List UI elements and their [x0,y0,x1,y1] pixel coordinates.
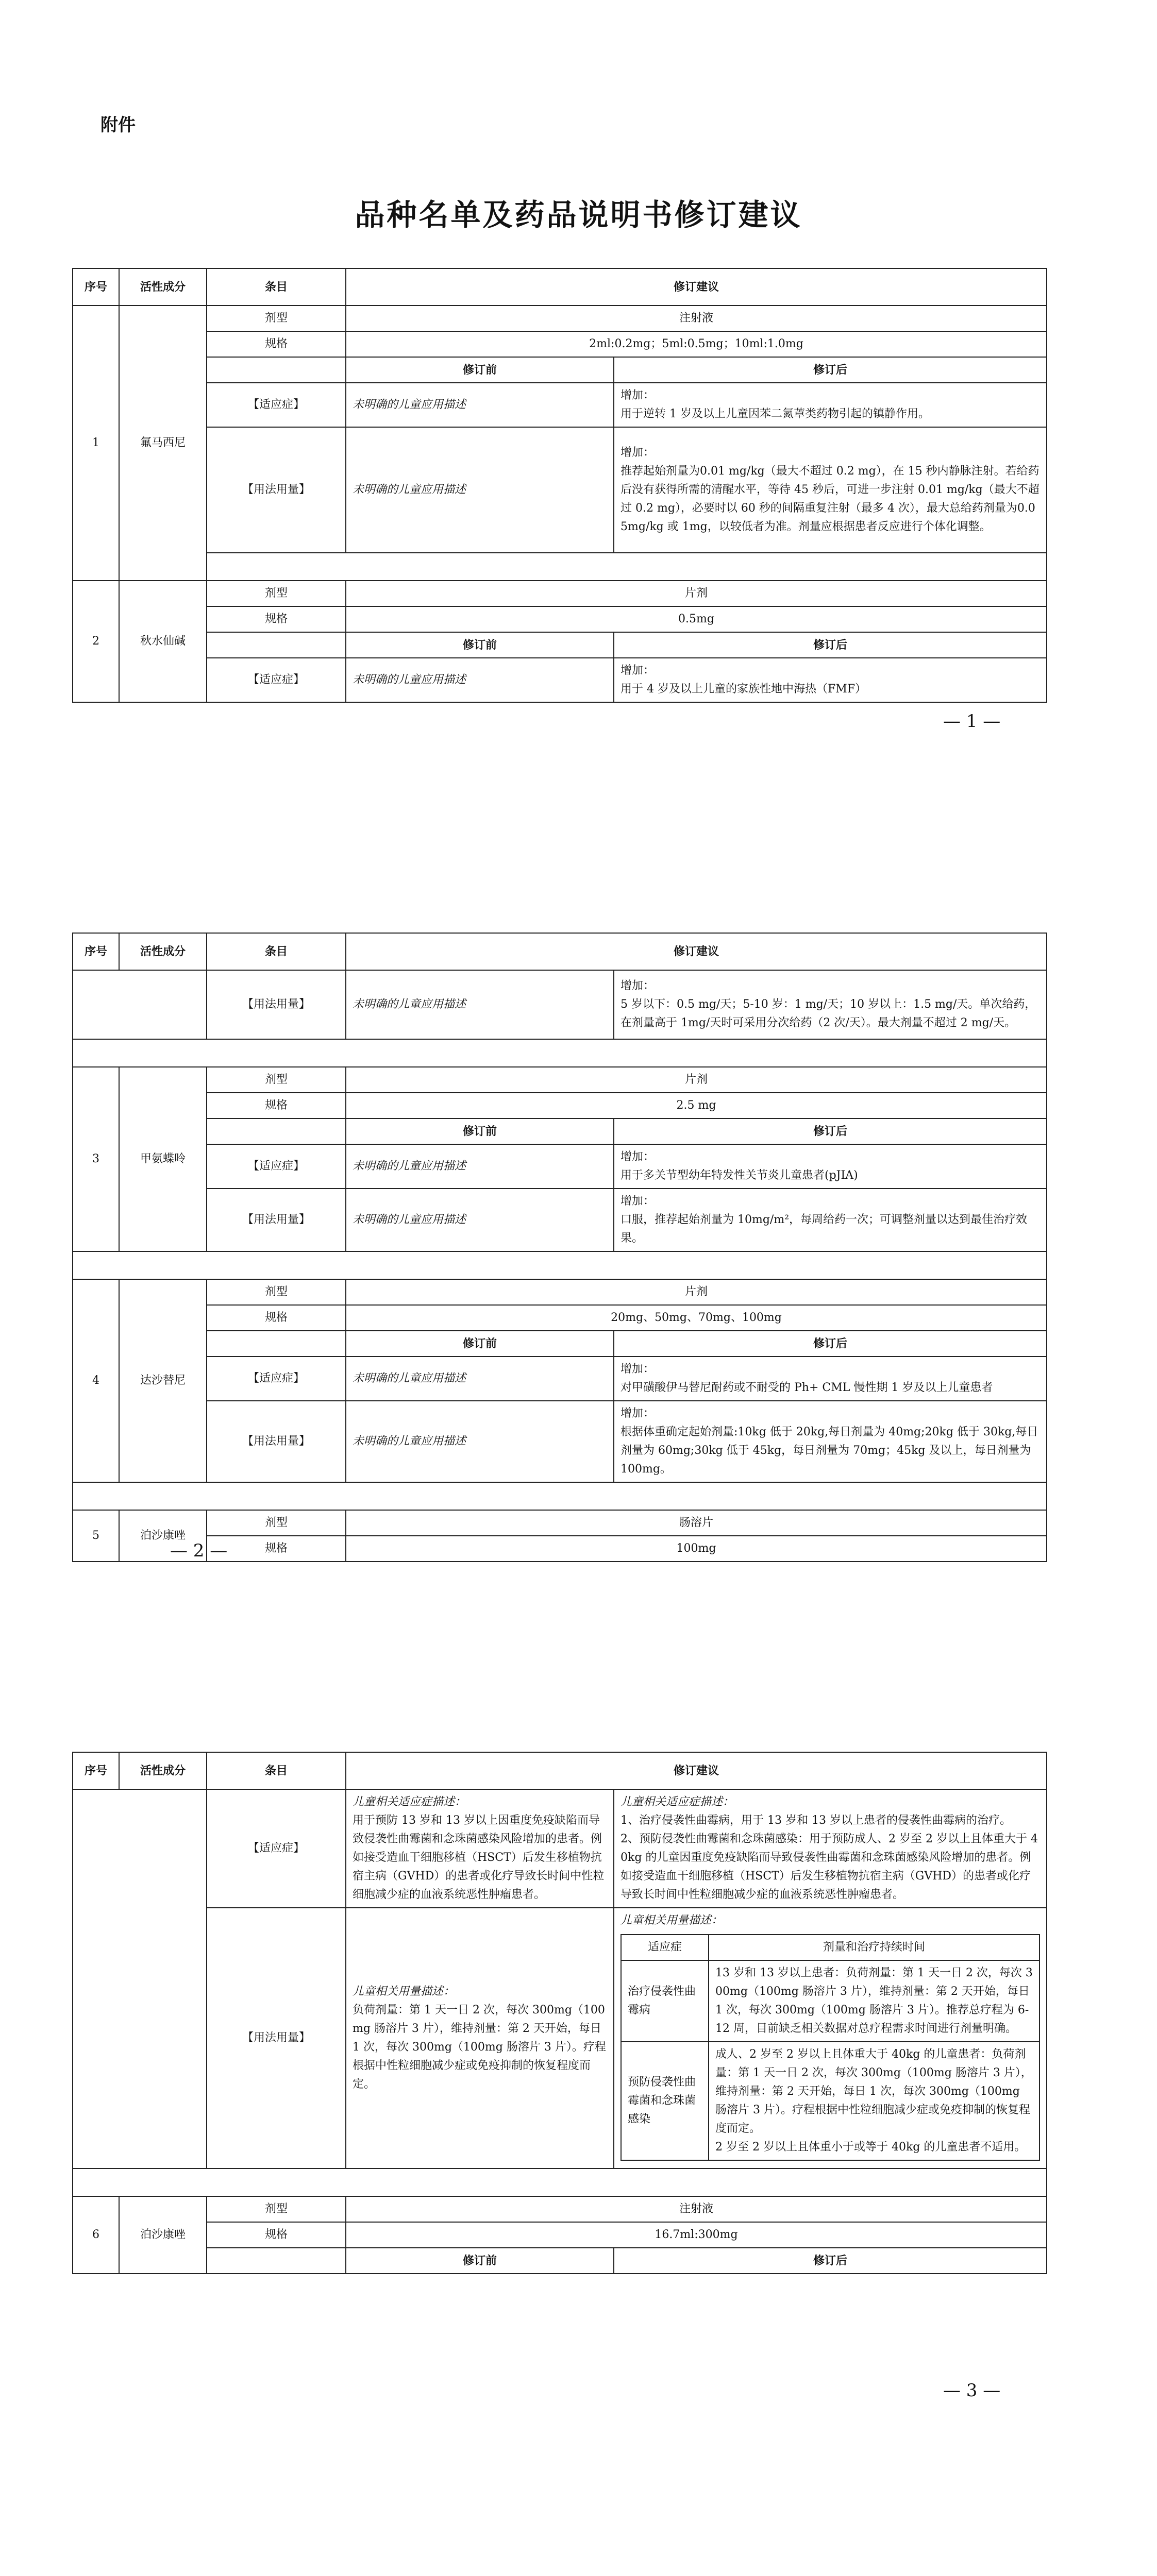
dosage-before-text: 负荷剂量：第 1 天一日 2 次，每次 300mg（100mg 肠溶片 3 片），维持剂量：第 2 天开始，每日 1 次，每次 300mg（100mg 肠溶片 3 片）。疗程根据中性粒细胞减少症或免疫抑制的恢复程度而定。 [353,2004,606,2091]
revision-table-page-1 [72,268,1047,703]
spec-value: 0.5mg [346,606,1047,632]
indication-before: 未明确的儿童应用描述 [346,1144,614,1189]
revision-table-page-3 [72,1752,1047,2274]
dosage-label: 【用法用量】 [207,970,346,1039]
dosage-before: 未明确的儿童应用描述 [346,1401,614,1482]
after-header: 修订后 [614,632,1047,658]
form-value: 注射液 [346,306,1047,331]
inner-indication: 预防侵袭性曲霉菌和念珠菌感染 [621,2042,709,2160]
col-header-item: 条目 [207,933,346,970]
dosage-label: 【用法用量】 [207,1189,346,1251]
revision-table-page-2 [72,933,1047,1562]
before-header: 修订前 [346,1118,614,1144]
dosage-text: 口服，推荐起始剂量为 10mg/m²，每周给药一次；可调整剂量以达到最佳治疗效果。 [621,1213,1028,1245]
dosage-label: 【用法用量】 [207,427,346,553]
drug-name: 秋水仙碱 [119,581,207,702]
indication-label: 【适应症】 [207,1357,346,1401]
drug-name: 泊沙康唑 [119,1510,207,1562]
indication-label: 【适应症】 [207,658,346,702]
dosage-before-title: 儿童相关用量描述： [353,1985,455,1998]
dosage-inner-table [621,1934,1040,2161]
indication-text: 用于 4 岁及以上儿童的家族性地中海热（FMF） [621,683,867,696]
indication-add: 增加： [621,664,655,677]
indication-add: 增加： [621,389,655,402]
indication-before: 未明确的儿童应用描述 [346,658,614,702]
spec-value: 2ml:0.2mg；5ml:0.5mg；10ml:1.0mg [346,331,1047,357]
row-num: 5 [73,1510,119,1562]
drug-name: 泊沙康唑 [119,2196,207,2274]
indication-text: 对甲磺酸伊马替尼耐药或不耐受的 Ph+ CML 慢性期 1 岁及以上儿童患者 [621,1381,993,1394]
form-label: 剂型 [207,1510,346,1536]
attachment-label: 附件 [100,115,136,135]
row-num: 2 [73,581,119,702]
col-header-suggest: 修订建议 [346,933,1047,970]
dosage-before: 未明确的儿童应用描述 [346,1189,614,1251]
dosage-text: 推荐起始剂量为0.01 mg/kg（最大不超过 0.2 mg），在 15 秒内静脉注射。若给药后没有获得所需的清醒水平，等待 45 秒后，可进一步注射 0.01 mg/kg（最大不超过 0.2 mg），必要时以 60 秒的间隔重复注射（最多 4 次），最大总给药剂量为0.05mg/kg 或 1mg，以较低者为准。剂量应根据患者反应进行个体化调整。 [621,465,1039,533]
col-header-item: 条目 [207,1752,346,1789]
form-label: 剂型 [207,2196,346,2222]
after-header: 修订后 [614,2248,1047,2274]
spec-value: 20mg、50mg、70mg、100mg [346,1305,1047,1331]
inner-dose: 成人、2 岁至 2 岁以上且体重大于 40kg 的儿童患者：负荷剂量：第 1 天一日 2 次，每次 300mg（100mg 肠溶片 3 片），维持剂量：第 2 天开始，每日 1 次，每次 300mg（100mg 肠溶片 3 片）。疗程根据中性粒细胞减少症或免疫抑制的恢复程度而定。 [715,2048,1032,2135]
indication-before: 未明确的儿童应用描述 [346,383,614,427]
col-header-suggest: 修订建议 [346,1752,1047,1789]
indication-before-title: 儿童相关适应症描述： [353,1795,466,1808]
col-header-suggest: 修订建议 [346,268,1047,306]
form-value: 片剂 [346,1067,1047,1093]
dosage-add: 增加： [621,1407,655,1420]
inner-dose-note: 2 岁至 2 岁以上且体重小于或等于 40kg 的儿童患者不适用。 [715,2141,1026,2154]
inner-dose: 13 岁和 13 岁以上患者：负荷剂量：第 1 天一日 2 次，每次 300mg（100mg 肠溶片 3 片），维持剂量：第 2 天开始，每日 1 次，每次 300mg（100mg 肠溶片 3 片）。推荐总疗程为 6-12 周，目前缺乏相关数据对总疗程需求时间进行剂量明确。 [709,1960,1039,2042]
indication-add: 增加： [621,1150,655,1163]
row-num: 1 [73,306,119,581]
dosage-label: 【用法用量】 [207,1908,346,2168]
page-number: — 2 — [170,1540,228,1561]
row-num: 6 [73,2196,119,2274]
spec-label: 规格 [207,2222,346,2248]
before-header: 修订前 [346,632,614,658]
spec-value: 16.7ml:300mg [346,2222,1047,2248]
indication-text: 用于逆转 1 岁及以上儿童因苯二氮䓬类药物引起的镇静作用。 [621,408,930,420]
inner-header-indication: 适应症 [621,1935,709,1960]
after-header: 修订后 [614,1331,1047,1357]
col-header-num: 序号 [73,1752,119,1789]
form-label: 剂型 [207,1279,346,1305]
dosage-add: 增加： [621,446,655,459]
row-num: 4 [73,1279,119,1482]
before-header: 修订前 [346,357,614,383]
drug-name: 达沙替尼 [119,1279,207,1482]
col-header-item: 条目 [207,268,346,306]
indication-after-2: 2、预防侵袭性曲霉菌和念珠菌感染：用于预防成人、2 岁至 2 岁以上且体重大于 40kg 的儿童因重度免疫缺陷而导致侵袭性曲霉菌和念珠菌感染风险增加的患者。例如接受造血干细胞移植（HSCT）后发生移植物抗宿主病（GVHD）的患者或化疗导致长时间中性粒细胞减少症的血液系统恶性肿瘤患者。 [621,1833,1038,1901]
dosage-text: 根据体重确定起始剂量:10kg 低于 20kg,每日剂量为 40mg;20kg 低于 30kg,每日剂量为 60mg;30kg 低于 45kg，每日剂量为 70mg；45kg 及以上，每日剂量为 100mg。 [621,1426,1038,1476]
dosage-before: 未明确的儿童应用描述 [346,427,614,553]
form-value: 片剂 [346,581,1047,606]
inner-header-dose: 剂量和治疗持续时间 [709,1935,1039,1960]
col-header-num: 序号 [73,268,119,306]
dosage-text: 5 岁以下：0.5 mg/天；5-10 岁：1 mg/天；10 岁以上：1.5 mg/天。单次给药，在剂量高于 1mg/天时可采用分次给药（2 次/天）。最大剂量不超过 2 mg/天。 [621,998,1036,1029]
dosage-add: 增加： [621,1195,655,1208]
indication-add: 增加： [621,1363,655,1376]
drug-name: 甲氨蝶呤 [119,1067,207,1251]
dosage-add: 增加： [621,979,655,992]
after-header: 修订后 [614,357,1047,383]
dosage-label: 【用法用量】 [207,1401,346,1482]
page-number: — 3 — [943,2380,1001,2401]
spec-label: 规格 [207,331,346,357]
dosage-after-title: 儿童相关用量描述： [621,1914,723,1927]
spec-value: 2.5 mg [346,1093,1047,1118]
drug-name: 氟马西尼 [119,306,207,581]
before-header: 修订前 [346,1331,614,1357]
indication-label: 【适应症】 [207,1144,346,1189]
spec-label: 规格 [207,606,346,632]
indication-label: 【适应症】 [207,383,346,427]
col-header-ingredient: 活性成分 [119,1752,207,1789]
spec-label: 规格 [207,1305,346,1331]
inner-indication: 治疗侵袭性曲霉病 [621,1960,709,2042]
form-label: 剂型 [207,1067,346,1093]
spec-label: 规格 [207,1536,346,1562]
indication-after-1: 1、治疗侵袭性曲霉病，用于 13 岁和 13 岁以上患者的侵袭性曲霉病的治疗。 [621,1814,1011,1827]
indication-before-text: 用于预防 13 岁和 13 岁以上因重度免疫缺陷而导致侵袭性曲霉菌和念珠菌感染风险增加的患者。例如接受造血干细胞移植（HSCT）后发生移植物抗宿主病（GVHD）的患者或化疗导致长时间中性粒细胞减少症的血液系统恶性肿瘤患者。 [353,1814,605,1901]
col-header-ingredient: 活性成分 [119,933,207,970]
form-label: 剂型 [207,306,346,331]
indication-text: 用于多关节型幼年特发性关节炎儿童患者(pJIA) [621,1169,858,1182]
after-header: 修订后 [614,1118,1047,1144]
spec-value: 100mg [346,1536,1047,1562]
form-value: 片剂 [346,1279,1047,1305]
indication-after-title: 儿童相关适应症描述： [621,1795,734,1808]
page-number: — 1 — [943,711,1001,732]
page-title: 品种名单及药品说明书修订建议 [355,197,802,232]
col-header-num: 序号 [73,933,119,970]
row-num: 3 [73,1067,119,1251]
col-header-ingredient: 活性成分 [119,268,207,306]
indication-before: 未明确的儿童应用描述 [346,1357,614,1401]
form-value: 肠溶片 [346,1510,1047,1536]
dosage-before: 未明确的儿童应用描述 [346,970,614,1039]
form-value: 注射液 [346,2196,1047,2222]
spec-label: 规格 [207,1093,346,1118]
indication-label: 【适应症】 [207,1789,346,1908]
form-label: 剂型 [207,581,346,606]
before-header: 修订前 [346,2248,614,2274]
